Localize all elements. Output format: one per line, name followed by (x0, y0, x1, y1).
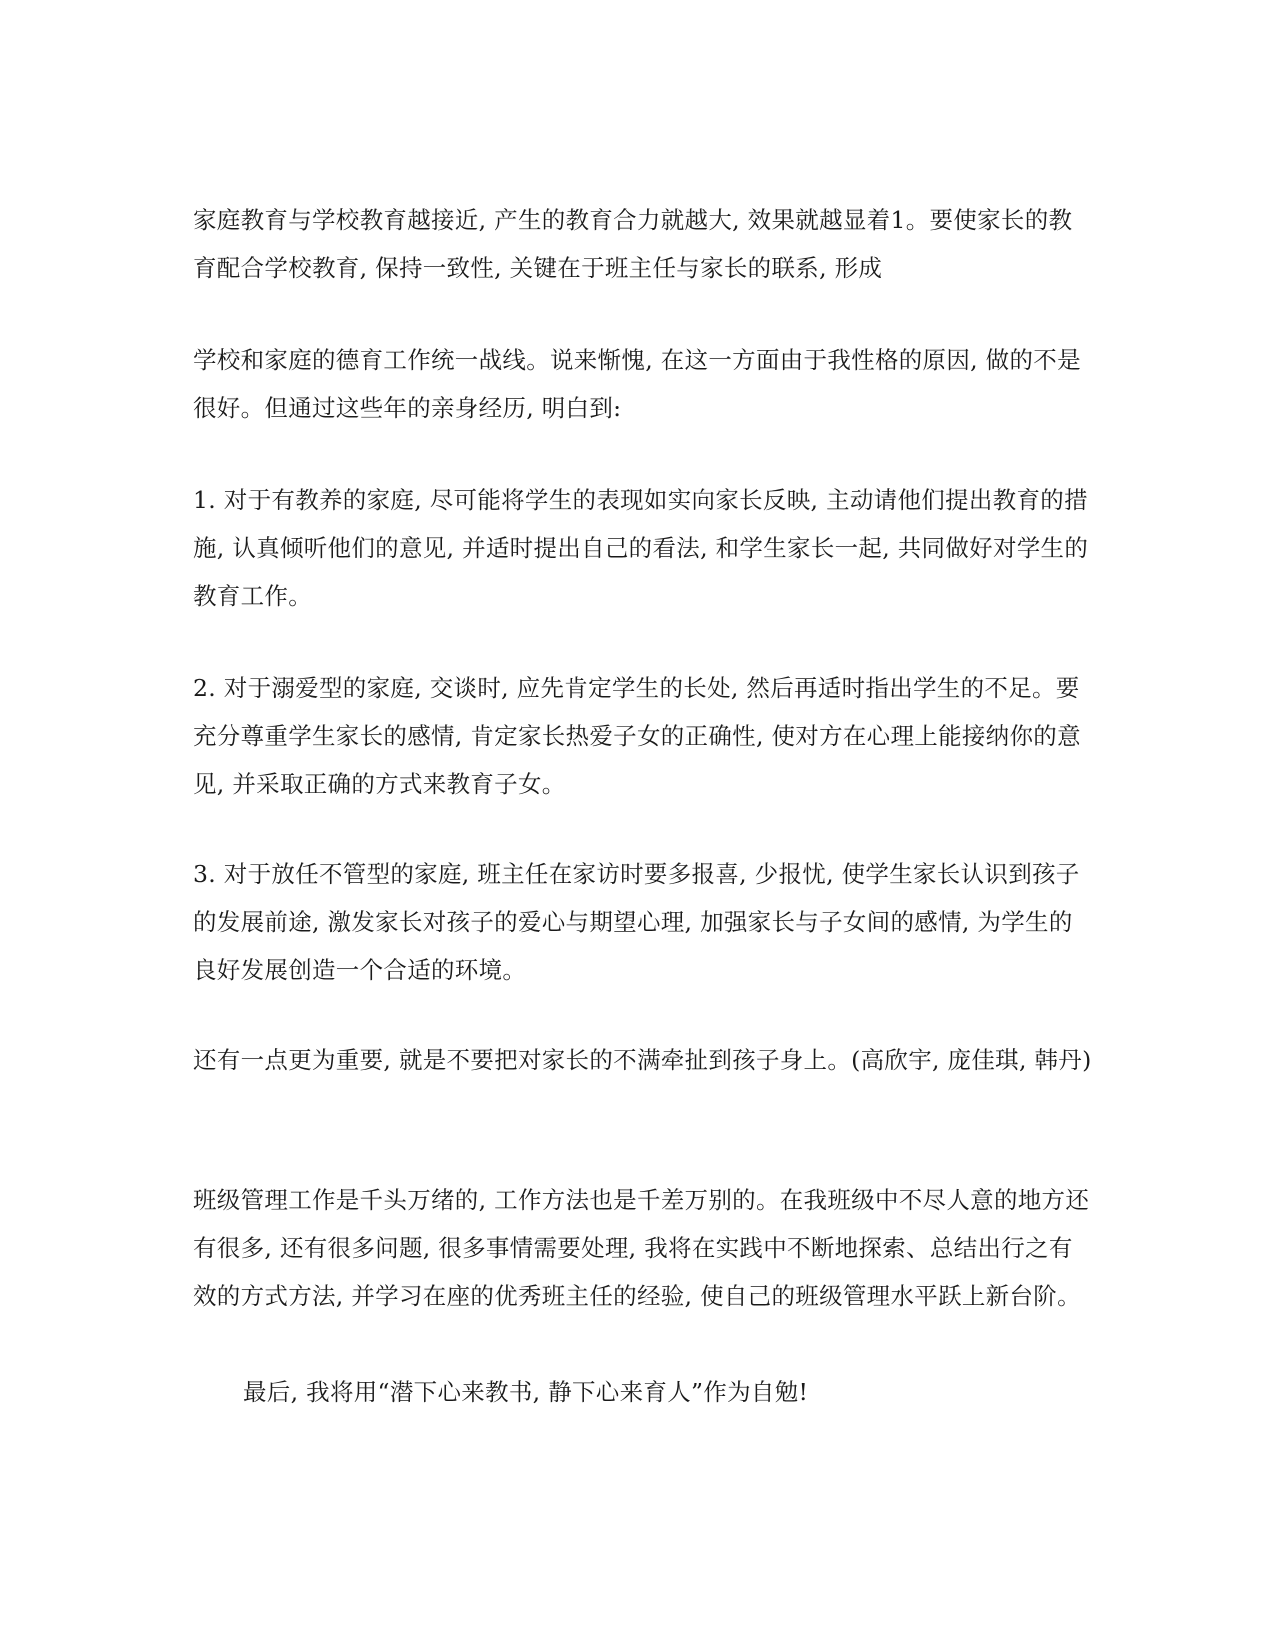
paragraph-important-point: 还有一点更为重要, 就是不要把对家长的不满牵扯到孩子身上。(高欣宇, 庞佳琪, 韩丹) (193, 1046, 1092, 1074)
paragraph-home-school-cooperation: 家庭教育与学校教育越接近, 产生的教育合力就越大, 效果就越显着1。要使家长的教育配合学校教育, 保持一致性, 关键在于班主任与家长的联系, 形成 (193, 206, 1073, 282)
paragraph-class-management: 班级管理工作是千头万绪的, 工作方法也是千差万别的。在我班级中不尽人意的地方还有很多, 还有很多问题, 很多事情需要处理, 我将在实践中不断地探索、总结出行之有效的方式方法, 并学习在座的优秀班主任的经验, 使自己的班级管理水平跃上新台阶。 (193, 1186, 1090, 1310)
paragraph-laissez-faire-families: 3. 对于放任不管型的家庭, 班主任在家访时要多报喜, 少报忧, 使学生家长认识到孩子的发展前途, 激发家长对孩子的爱心与期望心理, 加强家长与子女间的感情, 为学生的良好发展创造一个合适的环境。 (193, 860, 1080, 984)
paragraph-educated-families: 1. 对于有教养的家庭, 尽可能将学生的表现如实向家长反映, 主动请他们提出教育的措施, 认真倾听他们的意见, 并适时提出自己的看法, 和学生家长一起, 共同做好对学生的教育工作。 (193, 486, 1089, 610)
paragraph-closing-motto: 最后, 我将用“潜下心来教书, 静下心来育人”作为自勉! (243, 1378, 809, 1406)
paragraph-doting-families: 2. 对于溺爱型的家庭, 交谈时, 应先肯定学生的长处, 然后再适时指出学生的不足。要充分尊重学生家长的感情, 肯定家长热爱子女的正确性, 使对方在心理上能接纳你的意见, 并采取正确的方式来教育子女。 (193, 674, 1081, 798)
paragraph-moral-education-front: 学校和家庭的德育工作统一战线。说来惭愧, 在这一方面由于我性格的原因, 做的不是很好。但通过这些年的亲身经历, 明白到: (193, 346, 1081, 422)
